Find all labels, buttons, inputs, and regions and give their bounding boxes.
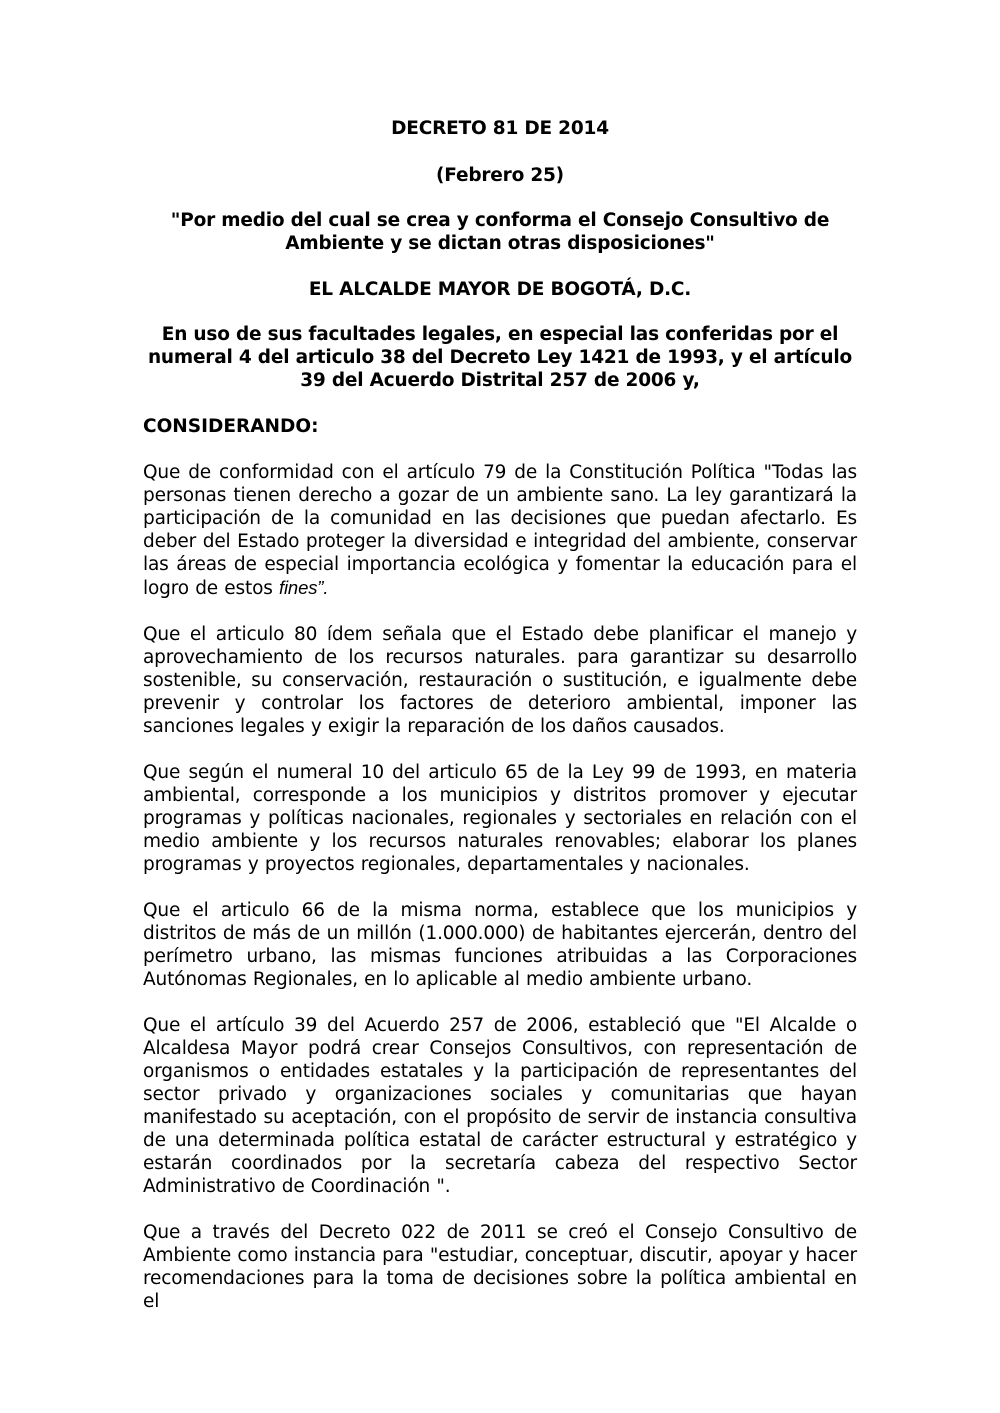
decree-subject: "Por medio del cual se crea y conforma el Consejo Consultivo de Ambiente y se dictan otras disposiciones": [170, 210, 830, 254]
legal-powers-statement: En uso de sus facultades legales, en especial las conferidas por el numeral 4 del articulo 38 del Decreto Ley 1421 de 1993, y el artículo 39 del Acuerdo Distrital 257 de 2006 y,: [147, 324, 853, 391]
paragraph-1-italic-tail: fines”.: [278, 577, 329, 598]
issuing-authority: EL ALCALDE MAYOR DE BOGOTÁ, D.C.: [308, 279, 692, 300]
decree-date: (Febrero 25): [436, 165, 564, 186]
considering-paragraph-3: Que según el numeral 10 del articulo 65 de la Ley 99 de 1993, en materia ambiental, corresponde a los municipios y distritos promover y ejecutar programas y políticas nacionales, regionales y sectoriales en relación con el medio ambiente y los recursos naturales renovables; elaborar los planes programas y proyectos regionales, departamentales y nacionales.: [143, 762, 857, 875]
paragraph-1-text: Que de conformidad con el artículo 79 de la Constitución Política "Todas las personas tienen derecho a gozar de un ambiente sano. La ley garantizará la participación de la comunidad en las decisiones que puedan afectarlo. Es deber del Estado proteger la diversidad e integridad del ambiente, conservar las áreas de especial importancia ecológica y fomentar la educación para el logro de estos: [143, 462, 857, 599]
considering-paragraph-5: Que el artículo 39 del Acuerdo 257 de 2006, estableció que "El Alcalde o Alcaldesa Mayor podrá crear Consejos Consultivos, con representación de organismos o entidades estatales y la participación de representantes del sector privado y organizaciones sociales y comunitarias que hayan manifestado su aceptación, con el propósito de servir de instancia consultiva de una determinada política estatal de carácter estructural y estratégico y estarán coordinados por la secretaría cabeza del respectivo Sector Administrativo de Coordinación ".: [143, 1015, 857, 1197]
document-body: [143, 117, 857, 1336]
considering-paragraph-4: Que el articulo 66 de la misma norma, establece que los municipios y distritos de más de un millón (1.000.000) de habitantes ejercerán, dentro del perímetro urbano, las mismas funciones atribuidas a las Corporaciones Autónomas Regionales, en lo aplicable al medio ambiente urbano.: [143, 900, 857, 990]
considering-paragraph-6: Que a través del Decreto 022 de 2011 se creó el Consejo Consultivo de Ambiente como instancia para "estudiar, conceptuar, discutir, apoyar y hacer recomendaciones para la toma de decisiones sobre la política ambiental en el: [143, 1222, 857, 1312]
considering-paragraph-1: [143, 461, 857, 600]
decree-title: DECRETO 81 DE 2014: [391, 118, 609, 139]
considering-heading: CONSIDERANDO:: [143, 416, 319, 437]
considering-paragraph-2: Que el articulo 80 ídem señala que el Estado debe planificar el manejo y aprovechamiento de los recursos naturales. para garantizar su desarrollo sostenible, su conservación, restauración o sustitución, e igualmente debe prevenir y controlar los factores de deterioro ambiental, imponer las sanciones legales y exigir la reparación de los daños causados.: [143, 624, 857, 737]
